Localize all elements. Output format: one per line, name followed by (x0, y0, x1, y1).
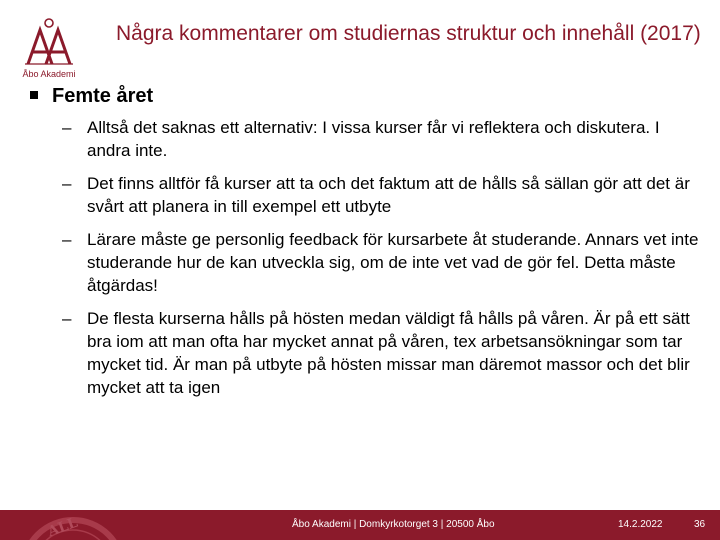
abo-akademi-logo (16, 16, 82, 84)
list-item (62, 116, 702, 162)
list-item (62, 307, 702, 399)
list-item-text: Alltså det saknas ett alternativ: I vissa kurser får vi reflektera och diskutera. I andra inte. (87, 118, 660, 160)
seal-text: ALL (45, 514, 80, 540)
section-heading-text: Femte året (52, 85, 154, 107)
dash-bullet: – (62, 118, 72, 137)
list-item-text: Lärare måste ge personlig feedback för kursarbete åt studerande. Annars vet inte studerande hur de kan utveckla sig, om de inte vet vad de gör fel. Detta måste åtgärdas! (87, 230, 699, 295)
logo-text: Åbo Akademi (22, 69, 76, 79)
dash-bullet: – (62, 309, 72, 328)
list-item (62, 228, 702, 297)
footer-date: 14.2.2022 (618, 519, 663, 530)
section-heading (30, 83, 153, 109)
page-number: 36 (694, 519, 706, 530)
seal-watermark-icon (18, 510, 128, 540)
slide-title: Några kommentarer om studiernas struktur och innehåll (2017) (116, 22, 701, 45)
footer-bar (0, 510, 720, 540)
footer-address: Åbo Akademi | Domkyrkotorget 3 | 20500 Åbo (292, 519, 495, 530)
list-item-text: Det finns alltför få kurser att ta och det faktum att de hålls så sällan gör att det är svårt att planera in till exempel ett utbyte (87, 174, 690, 216)
logo-emblem-icon (24, 16, 74, 70)
square-bullet-icon (30, 91, 38, 99)
list-item (62, 172, 702, 218)
dash-bullet: – (62, 230, 72, 249)
comment-list (62, 116, 702, 409)
dash-bullet: – (62, 174, 72, 193)
list-item-text: De flesta kurserna hålls på hösten medan väldigt få hålls på våren. Är på ett sätt bra iom att man ofta har mycket annat på våren, tex arbetsansökningar som tar mycket tid. Är man på utbyte på hösten missar man däremot massor och det blir mycket att ta igen (87, 309, 690, 397)
